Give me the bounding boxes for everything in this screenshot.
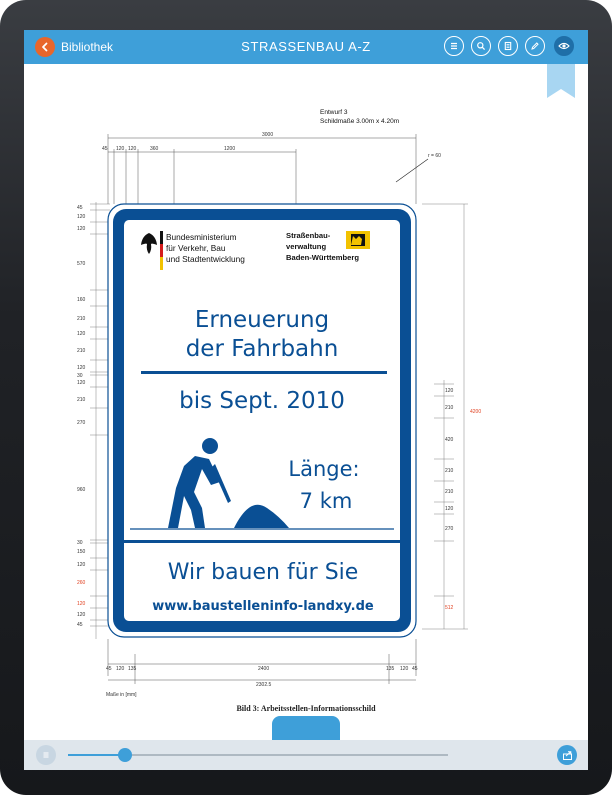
dim-bottom-1: 120: [116, 666, 125, 672]
eye-icon: [558, 41, 570, 51]
dim-left-18: 120: [77, 601, 86, 607]
ministry-line-1: Bundesministerium: [166, 232, 237, 242]
page-title: STRASSENBAU A-Z: [241, 39, 371, 54]
list-button[interactable]: [444, 36, 464, 56]
dim-left-4: 160: [77, 297, 86, 303]
dim-right-7: 512: [445, 605, 454, 611]
dim-left-17: 260: [77, 580, 86, 586]
dim-right-4: 210: [445, 489, 454, 495]
share-icon: [562, 750, 573, 761]
admin-line-3: Baden-Württemberg: [286, 253, 359, 262]
page-slider[interactable]: [68, 754, 448, 756]
dim-left-15: 150: [77, 549, 86, 555]
top-dimensions: [108, 134, 416, 204]
bottom-dimensions: [108, 639, 416, 684]
dim-left-13: 960: [77, 487, 86, 493]
share-button[interactable]: [557, 745, 577, 765]
dim-left-9: 30: [77, 373, 83, 379]
menu-icon: [41, 750, 51, 760]
dim-bottom-5: 120: [400, 666, 409, 672]
search-button[interactable]: [471, 36, 491, 56]
radius-leader: [396, 159, 428, 182]
divider-top: [141, 371, 387, 374]
ministry-line-3: und Stadtentwicklung: [166, 254, 245, 264]
info-sign: [108, 204, 416, 637]
dim-left-6: 120: [77, 331, 86, 337]
dim-bottom-0: 45: [106, 666, 112, 672]
dim-left-19: 120: [77, 612, 86, 618]
dim-bottom-2: 135: [128, 666, 137, 672]
dim-right-total: 4200: [470, 409, 482, 415]
right-dimensions: [422, 204, 468, 629]
dim-left-2: 120: [77, 226, 86, 232]
bottom-bar: [24, 740, 588, 770]
header-line-1: Entwurf 3: [320, 109, 348, 116]
dim-left-5: 210: [77, 316, 86, 322]
search-icon: [476, 41, 486, 51]
list-icon: [449, 41, 459, 51]
page-slider-fill: [68, 754, 125, 756]
sign-drawing: [24, 64, 588, 730]
dim-top-1200: 1200: [224, 146, 236, 152]
dim-left-20: 45: [77, 622, 83, 628]
dim-bottom-total: 2302.5: [256, 682, 272, 688]
admin-line-2: verwaltung: [286, 242, 327, 251]
coat-of-arms-logo: [346, 231, 370, 249]
dim-left-10: 120: [77, 380, 86, 386]
ministry-line-2: für Verkehr, Bau: [166, 243, 226, 253]
left-dimensions: [90, 202, 110, 639]
sign-title-2: der Fahrbahn: [185, 336, 339, 362]
view-button[interactable]: [554, 36, 574, 56]
dim-top-120a: 120: [116, 146, 125, 152]
dim-top-360: 360: [150, 146, 159, 152]
dim-bottom-6: 45: [412, 666, 418, 672]
dim-left-8: 120: [77, 365, 86, 371]
dim-left-3: 570: [77, 261, 86, 267]
app-screen: [24, 30, 588, 770]
unit-note: Maße in [mm]: [106, 692, 137, 698]
dim-top-120b: 120: [128, 146, 137, 152]
menu-button[interactable]: [36, 745, 56, 765]
sign-url: www.baustelleninfo-landxy.de: [152, 599, 374, 614]
dim-right-2: 420: [445, 437, 454, 443]
document-button[interactable]: [498, 36, 518, 56]
sign-slogan: Wir bauen für Sie: [167, 560, 359, 585]
dim-bottom-3: 2400: [258, 666, 270, 672]
dim-left-0: 45: [77, 205, 83, 211]
dim-right-0: 120: [445, 388, 454, 394]
header-line-2: Schildmaße 3.00m x 4.20m: [320, 118, 400, 125]
length-value: 7 km: [299, 489, 353, 513]
page-slider-thumb[interactable]: [118, 748, 132, 762]
top-bar: [24, 30, 588, 64]
dim-top-total: 3000: [262, 132, 274, 138]
dim-radius: r = 60: [428, 153, 441, 159]
admin-line-1: Straßenbau-: [286, 231, 331, 240]
dim-right-1: 210: [445, 405, 454, 411]
document-page: [24, 64, 588, 730]
length-label: Länge:: [288, 457, 360, 481]
divider-bottom: [124, 540, 400, 543]
dim-left-14: 30: [77, 540, 83, 546]
bottom-dimension-labels: [106, 666, 418, 698]
dim-left-16: 120: [77, 562, 86, 568]
dim-left-1: 120: [77, 214, 86, 220]
figure-caption: Bild 3: Arbeitsstellen-Informationsschild: [236, 704, 376, 713]
sign-title-1: Erneuerung: [194, 307, 330, 333]
back-arrow-icon: [35, 37, 55, 57]
left-dimension-labels: [77, 205, 86, 628]
back-label: Bibliothek: [61, 40, 114, 54]
annotate-button[interactable]: [525, 36, 545, 56]
back-button[interactable]: [35, 36, 113, 58]
sign-date: bis Sept. 2010: [179, 388, 345, 414]
pull-up-tab[interactable]: [272, 716, 340, 740]
dim-right-3: 210: [445, 468, 454, 474]
dim-bottom-4: 135: [386, 666, 395, 672]
dim-top-45: 45: [102, 146, 108, 152]
dim-right-5: 120: [445, 506, 454, 512]
document-icon: [503, 41, 513, 51]
dim-left-11: 210: [77, 397, 86, 403]
dim-left-7: 210: [77, 348, 86, 354]
dim-right-6: 270: [445, 526, 454, 532]
pen-icon: [530, 41, 540, 51]
dim-left-12: 270: [77, 420, 86, 426]
